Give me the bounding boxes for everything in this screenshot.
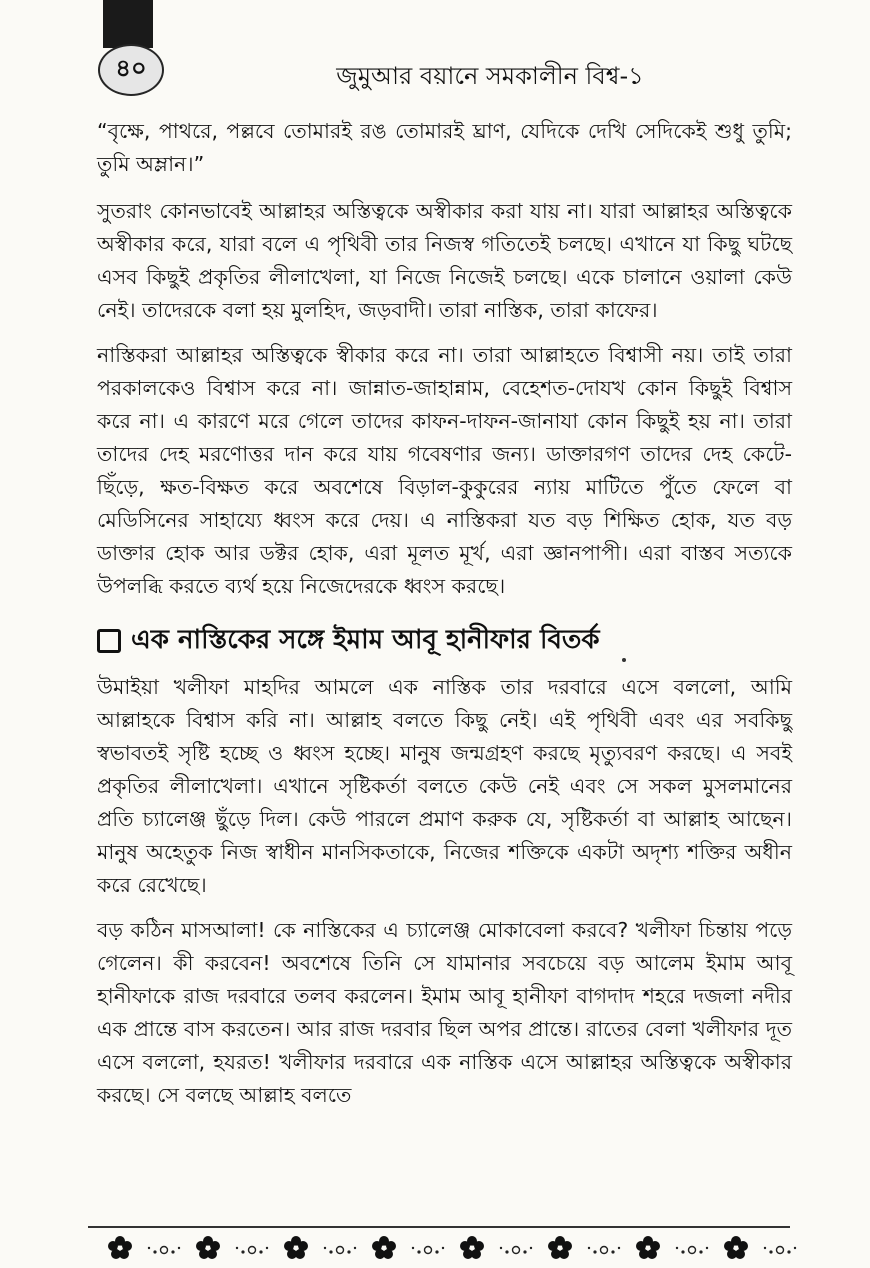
floral-border-icon	[80, 1234, 800, 1268]
paragraph-1: সুতরাং কোনভাবেই আল্লাহর অস্তিত্বকে অস্বীকার করা যায় না। যারা আল্লাহর অস্তিত্বকে অস্বীকার করে, যারা বলে এ পৃথিবী তার নিজস্ব গতিতেই চলছে। এখানে যা কিছু ঘটছে এসব কিছুই প্রকৃতির লীলাখেলা, যা নিজে নিজেই চলছে। একে চালানে ওয়ালা কেউ নেই। তাদেরকে বলা হয় মুলহিদ, জড়বাদী। তারা নাস্তিক, তারা কাফের।	[97, 199, 792, 322]
footer-rule	[88, 1226, 790, 1228]
square-bullet-icon	[97, 629, 121, 653]
speck-mark	[622, 658, 626, 662]
page-tab	[103, 0, 153, 48]
page-body	[97, 115, 792, 1124]
section-heading-text: এক নাস্তিকের সঙ্গে ইমাম আবূ হানীফার বিতর্ক	[131, 625, 600, 655]
paragraph-4: বড় কঠিন মাসআলা! কে নাস্তিকের এ চ্যালেঞ্জ মোকাবেলা করবে? খলীফা চিন্তায় পড়ে গেলেন। কী করবেন! অবশেষে তিনি সে যামানার সবচেয়ে বড় আলেম ইমাম আবূ হানীফাকে রাজ দরবারে তলব করলেন। ইমাম আবূ হানীফা বাগদাদ শহরে দজলা নদীর এক প্রান্তে বাস করতেন। আর রাজ দরবার ছিল অপর প্রান্তে। রাতের বেলা খলীফার দূত এসে বললো, হযরত! খলীফার দরবারে এক নাস্তিক এসে আল্লাহর অস্তিত্বকে অস্বীকার করছে। সে বলছে আল্লাহ বলতে	[97, 918, 792, 1107]
opening-quote: “বৃক্ষে, পাথরে, পল্লবে তোমারই রঙ তোমারই ঘ্রাণ, যেদিকে দেখি সেদিকেই শুধু তুমি; তুমি অম্লান।”	[97, 119, 792, 176]
paragraph-3: উমাইয়া খলীফা মাহদির আমলে এক নাস্তিক তার দরবারে এসে বললো, আমি আল্লাহকে বিশ্বাস করি না। আল্লাহ বলতে কিছু নেই। এই পৃথিবী এবং এর সবকিছু স্বভাবতই সৃষ্টি হচ্ছে ও ধ্বংস হচ্ছে। মানুষ জন্মগ্রহণ করছে মৃত্যুবরণ করছে। এ সবই প্রকৃতির লীলাখেলা। এখানে সৃষ্টিকর্তা বলতে কেউ নেই এবং সে সকল মুসলমানের প্রতি চ্যালেঞ্জ ছুঁড়ে দিল। কেউ পারলে প্রমাণ করুক যে, সৃষ্টিকর্তা বা আল্লাহ আছেন। মানুষ অহেতুক নিজ স্বাধীন মানসিকতাকে, নিজের শক্তিকে একটা অদৃশ্য শক্তির অধীন করে রেখেছে।	[97, 675, 792, 897]
section-heading	[97, 619, 792, 663]
running-title: জুমুআর বয়ানে সমকালীন বিশ্ব-১	[336, 62, 644, 90]
page-number: ৪০	[98, 44, 164, 96]
paragraph-2: নাস্তিকরা আল্লাহর অস্তিত্বকে স্বীকার করে না। তারা আল্লাহতে বিশ্বাসী নয়। তাই তারা পরকালকেও বিশ্বাস করে না। জান্নাত-জাহান্নাম, বেহেশত-দোযখ কোন কিছুই বিশ্বাস করে না। এ কারণে মরে গেলে তাদের কাফন-দাফন-জানাযা কোন কিছুই হয় না। তারা তাদের দেহ মরণোত্তর দান করে যায় গবেষণার জন্য। ডাক্তারগণ তাদের দেহ কেটে-ছিঁড়ে, ক্ষত-বিক্ষত করে অবশেষে বিড়াল-কুকুরের ন্যায় মাটিতে পুঁতে ফেলে বা মেডিসিনের সাহায্যে ধ্বংস করে দেয়। এ নাস্তিকরা যত বড় শিক্ষিত হোক, যত বড় ডাক্তার হোক আর ডক্টর হোক, এরা মূলত মূর্খ, এরা জ্ঞানপাপী। এরা বাস্তব সত্যকে উপলব্ধি করতে ব্যর্থ হয়ে নিজেদেরকে ধ্বংস করছে।	[97, 343, 792, 598]
